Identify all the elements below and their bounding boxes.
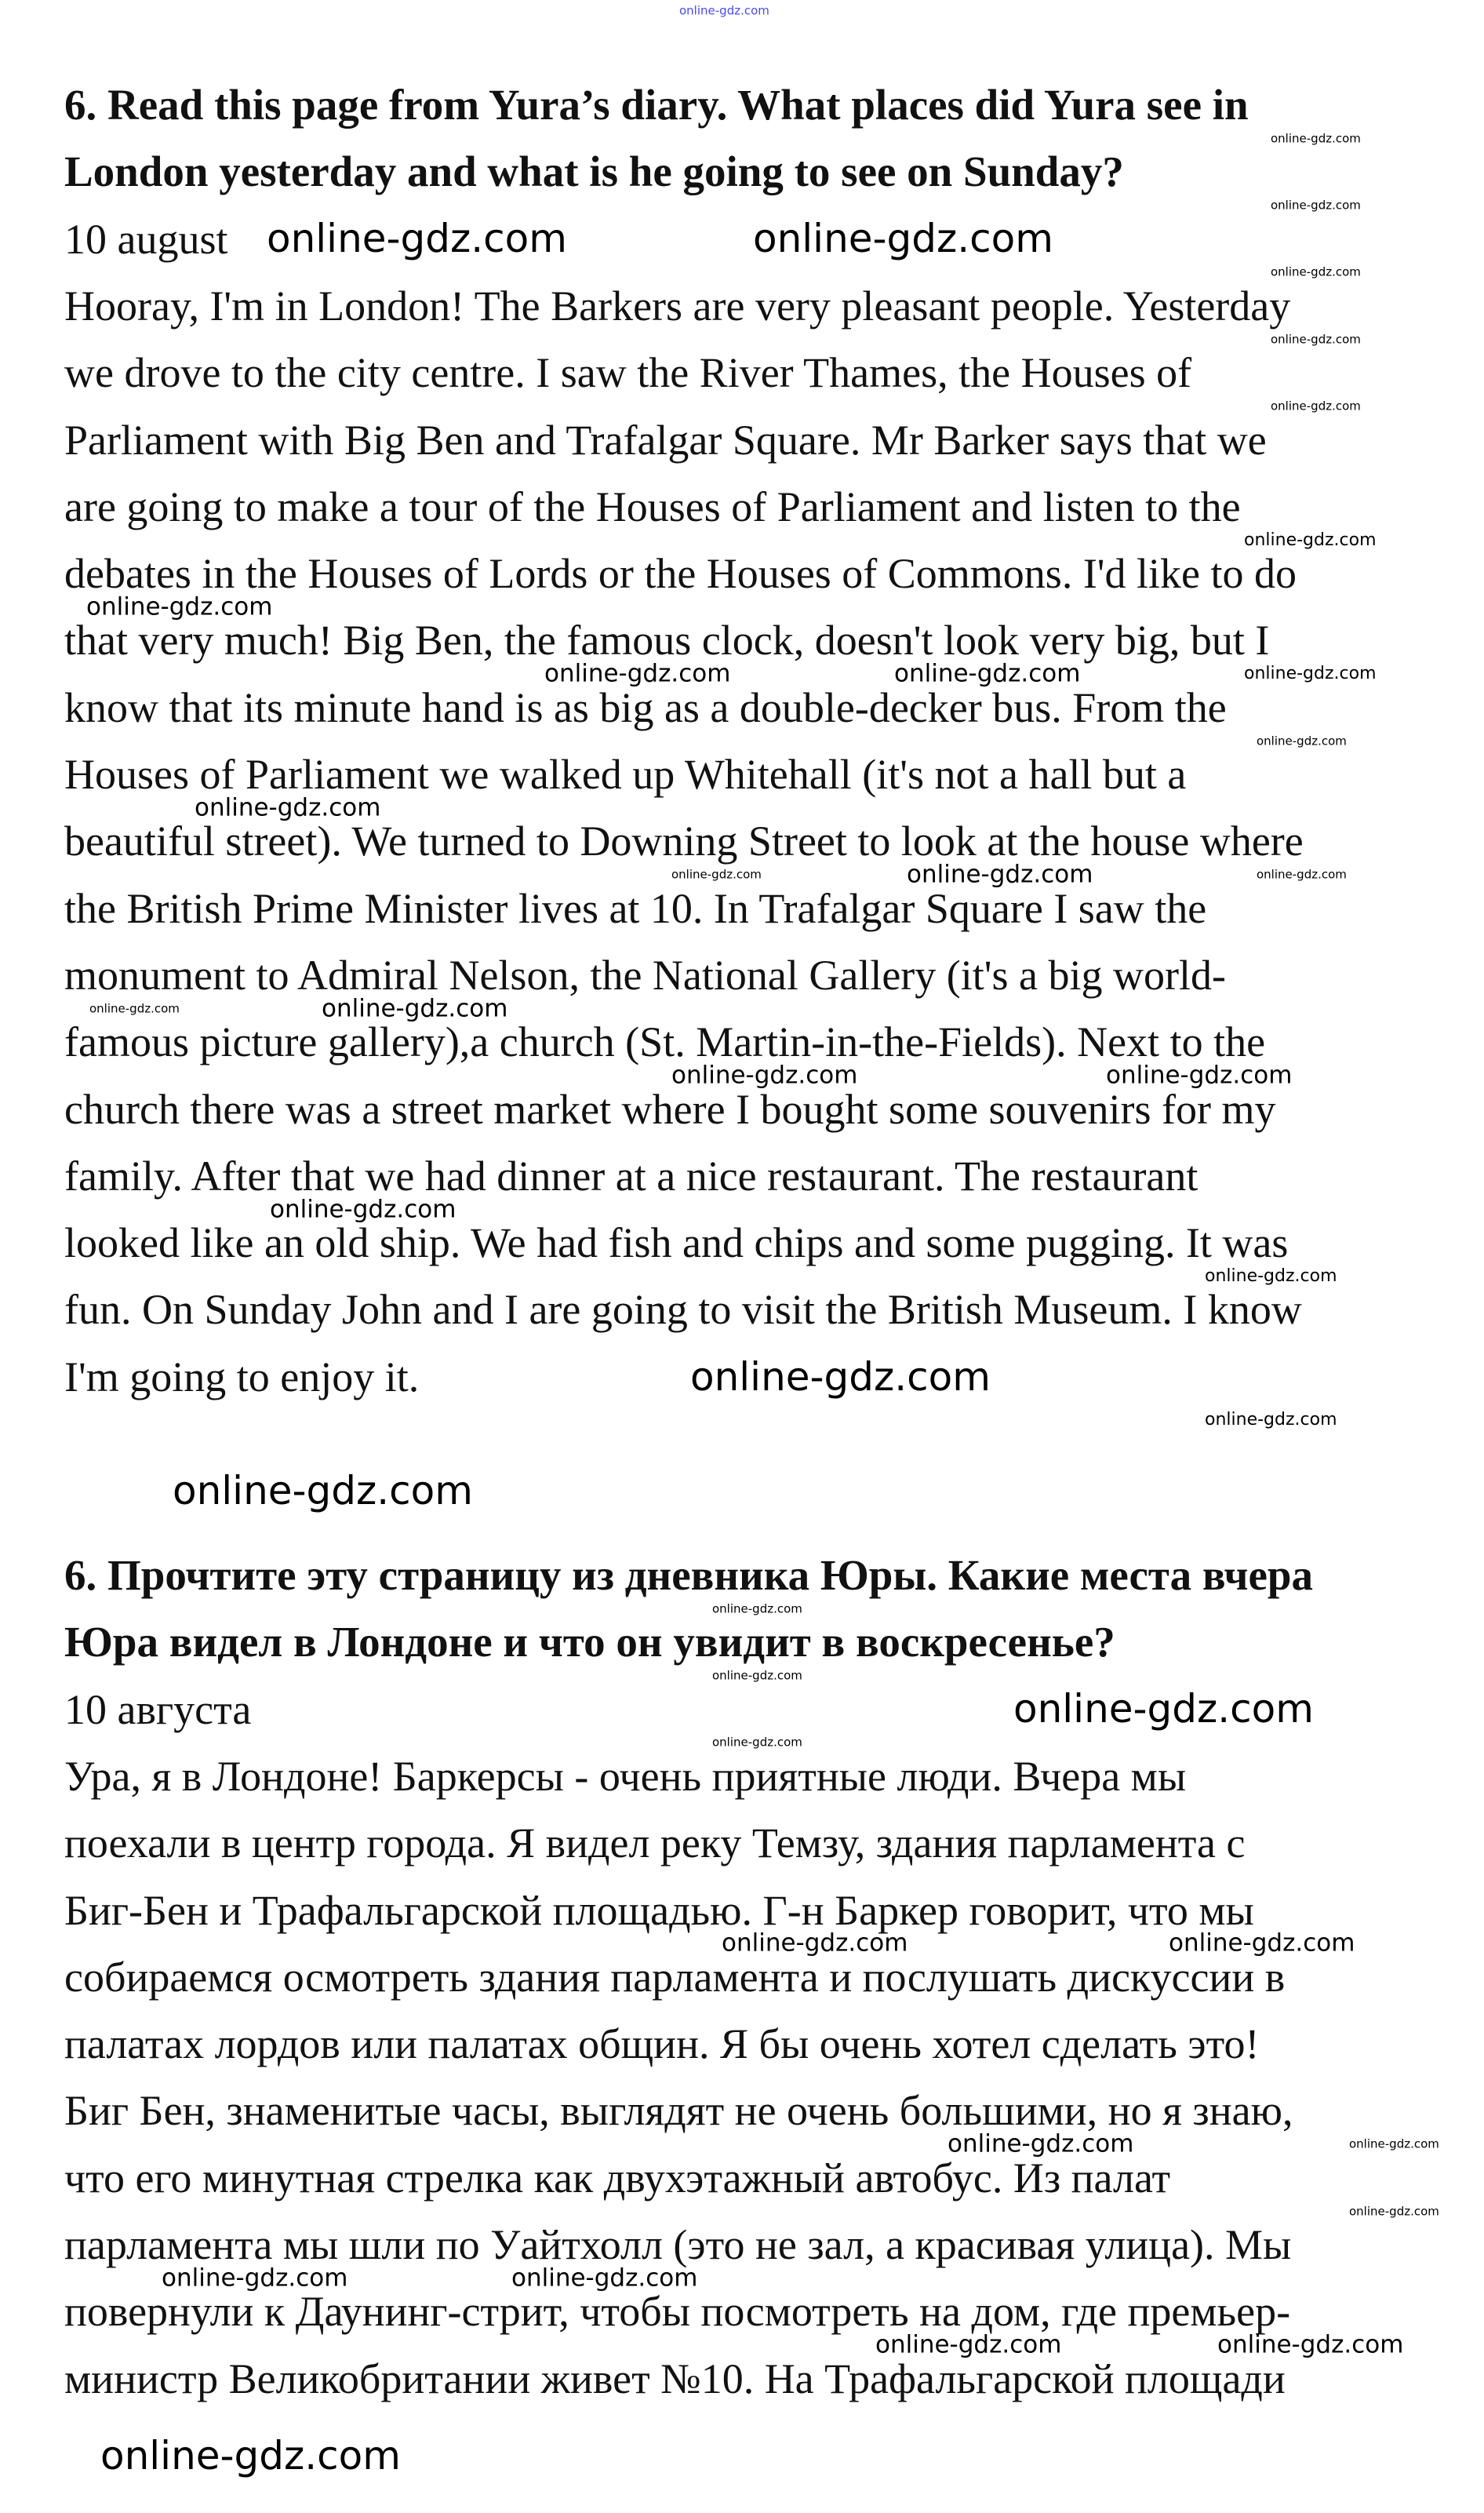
english-diary-date: 10 august (64, 215, 228, 263)
watermark: online-gdz.com (1349, 2136, 1439, 2151)
watermark: online-gdz.com (1205, 1410, 1337, 1429)
watermark: online-gdz.com (679, 3, 769, 18)
watermark: online-gdz.com (1217, 2330, 1404, 2359)
russian-diary-text-line: Биг Бен, знаменитые часы, выглядят не очень большими, но я знаю, (64, 2087, 1293, 2135)
watermark: online-gdz.com (1169, 1928, 1355, 1958)
watermark: online-gdz.com (89, 1001, 180, 1016)
watermark: online-gdz.com (1257, 867, 1347, 882)
watermark: online-gdz.com (100, 2433, 401, 2478)
russian-diary-text-line: парламента мы шли по Уайтхолл (это не зал, а красивая улица). Мы (64, 2221, 1292, 2268)
watermark: online-gdz.com (1244, 664, 1377, 683)
russian-diary-text-line: Ура, я в Лондоне! Баркерсы - очень приятные люди. Вчера мы (64, 1752, 1187, 1800)
english-diary-text-line: church there was a street market where I bought some souvenirs for my (64, 1085, 1276, 1133)
english-diary-text-line: looked like an old ship. We had fish and chips and some pugging. It was (64, 1219, 1289, 1267)
english-diary-text-line: monument to Admiral Nelson, the National Gallery (it's a big world- (64, 951, 1226, 999)
watermark: online-gdz.com (544, 659, 731, 688)
english-diary-text-line: know that its minute hand is as big as a double-decker bus. From the (64, 683, 1227, 731)
english-diary-text-line: we drove to the city centre. I saw the River Thames, the Houses of (64, 349, 1192, 397)
english-diary-text-line: that very much! Big Ben, the famous clock, doesn't look very big, but I (64, 617, 1270, 665)
watermark: online-gdz.com (173, 1468, 473, 1513)
english-diary-text-line: I'm going to enjoy it. (64, 1353, 420, 1400)
english-exercise-title: London yesterday and what is he going to see on Sunday? (64, 148, 1124, 196)
russian-diary-text-line: повернули к Даунинг-стрит, чтобы посмотреть на дом, где премьер- (64, 2288, 1291, 2336)
watermark: online-gdz.com (671, 1061, 858, 1090)
watermark: online-gdz.com (753, 216, 1053, 261)
russian-diary-text-line: что его минутная стрелка как двухэтажный автобус. Из палат (64, 2154, 1171, 2202)
english-diary-text-line: Hooray, I'm in London! The Barkers are very pleasant people. Yesterday (64, 282, 1291, 330)
watermark: online-gdz.com (875, 2330, 1062, 2359)
watermark: online-gdz.com (270, 1195, 456, 1224)
watermark: online-gdz.com (1205, 1266, 1337, 1286)
watermark: online-gdz.com (1349, 2204, 1439, 2219)
watermark: online-gdz.com (1271, 399, 1361, 413)
watermark: online-gdz.com (162, 2264, 348, 2293)
watermark: online-gdz.com (1271, 332, 1361, 347)
watermark: online-gdz.com (894, 659, 1081, 688)
english-diary-text-line: fun. On Sunday John and I are going to visit the British Museum. I know (64, 1286, 1302, 1334)
watermark: online-gdz.com (1106, 1061, 1293, 1090)
watermark: online-gdz.com (907, 860, 1093, 889)
watermark: online-gdz.com (722, 1928, 908, 1958)
watermark: online-gdz.com (267, 216, 567, 261)
watermark: online-gdz.com (671, 867, 762, 882)
watermark: online-gdz.com (1271, 198, 1361, 213)
english-diary-text-line: Parliament with Big Ben and Trafalgar Square. Mr Barker says that we (64, 416, 1267, 464)
watermark: online-gdz.com (712, 1735, 802, 1750)
russian-diary-text-line: министр Великобритании живет №10. На Трафальгарской площади (64, 2355, 1286, 2402)
watermark: online-gdz.com (86, 592, 273, 621)
english-diary-text-line: debates in the Houses of Lords or the Houses of Commons. I'd like to do (64, 550, 1297, 598)
watermark: online-gdz.com (1013, 1686, 1314, 1732)
english-exercise-title: 6. Read this page from Yura’s diary. What places did Yura see in (64, 81, 1249, 129)
english-diary-text-line: beautiful street). We turned to Downing Street to look at the house where (64, 818, 1304, 865)
russian-diary-text-line: поехали в центр города. Я видел реку Темзу, здания парламента с (64, 1819, 1246, 1867)
english-diary-text-line: the British Prime Minister lives at 10. In Trafalgar Square I saw the (64, 884, 1207, 932)
watermark: online-gdz.com (712, 1668, 802, 1683)
russian-diary-text-line: Биг-Бен и Трафальгарской площадью. Г-н Баркер говорит, что мы (64, 1886, 1254, 1934)
watermark: online-gdz.com (195, 793, 381, 822)
russian-diary-date: 10 августа (64, 1685, 252, 1733)
watermark: online-gdz.com (1271, 131, 1361, 146)
watermark: online-gdz.com (1257, 734, 1347, 748)
watermark: online-gdz.com (511, 2264, 698, 2293)
watermark: online-gdz.com (690, 1354, 991, 1400)
watermark: online-gdz.com (712, 1601, 802, 1616)
english-diary-text-line: family. After that we had dinner at a nice restaurant. The restaurant (64, 1152, 1198, 1200)
english-diary-text-line: famous picture gallery),a church (St. Martin-in-the-Fields). Next to the (64, 1018, 1266, 1066)
watermark: online-gdz.com (1271, 264, 1361, 279)
russian-diary-text-line: собираемся осмотреть здания парламента и послушать дискуссии в (64, 1953, 1286, 2001)
watermark: online-gdz.com (948, 2129, 1134, 2158)
russian-exercise-title: Юра видел в Лондоне и что он увидит в воскресенье? (64, 1618, 1115, 1666)
english-diary-text-line: are going to make a tour of the Houses of Parliament and listen to the (64, 483, 1241, 530)
watermark: online-gdz.com (1244, 530, 1377, 550)
english-diary-text-line: Houses of Parliament we walked up Whitehall (it's not a hall but a (64, 751, 1187, 798)
russian-diary-text-line: палатах лордов или палатах общин. Я бы очень хотел сделать это! (64, 2020, 1260, 2068)
watermark: online-gdz.com (322, 994, 508, 1023)
russian-exercise-title: 6. Прочтите эту страницу из дневника Юры. Какие места вчера (64, 1551, 1313, 1599)
